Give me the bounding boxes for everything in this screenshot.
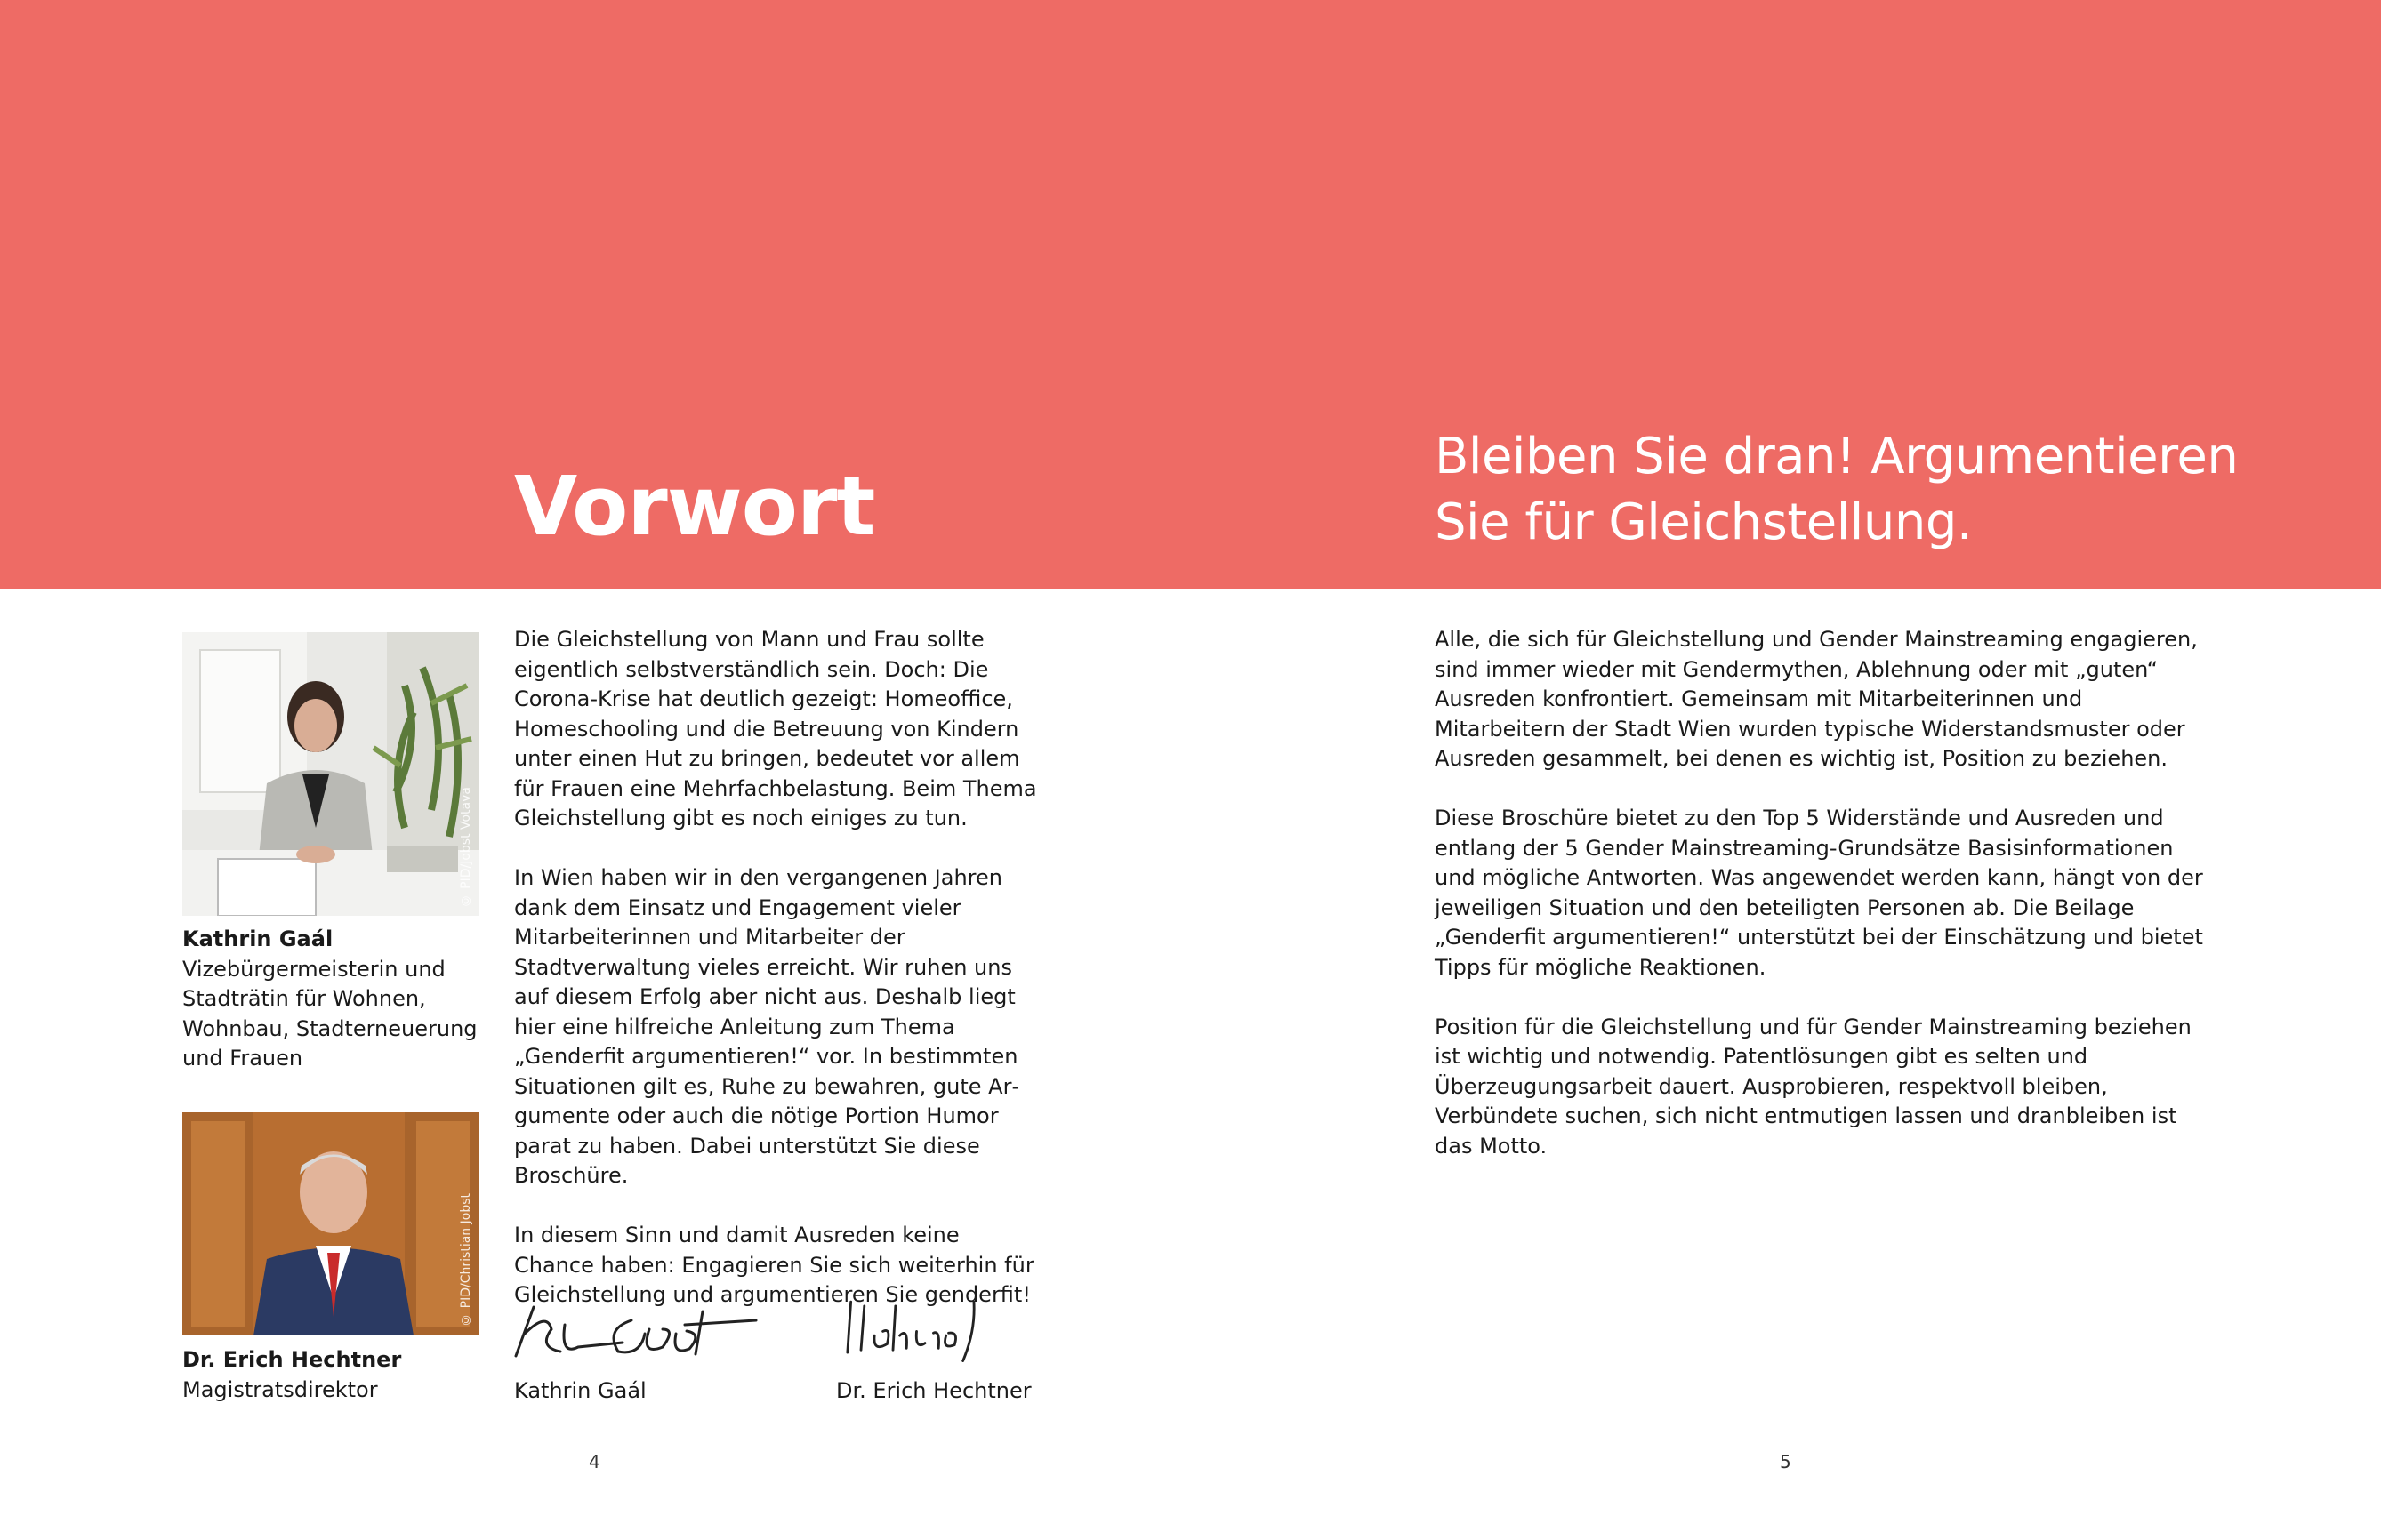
signature-kathrin-gaal bbox=[498, 1294, 765, 1374]
paragraph: Die Gleichstellung von Mann und Frau sollte eigentlich selbstverständlich sein. Doch: Die Corona-Krise hat deutlich gezeigt: Homeoffice, Homeschooling und die Betreuung von Kindern unter einen Hut zu bringen, bedeutet vor allem für Frauen eine Mehrfachbelastung. Beim Thema Gleichstellung gibt es noch einiges zu tun. bbox=[514, 627, 1037, 830]
paragraph: Position für die Gleichstellung und für Gender Mainstreaming beziehen ist wichtig und notwendig. Patentlösungen gibt es selten und Überzeugungsarbeit dauert. Ausprobieren, respektvoll bleiben, Verbündete suchen, sich nicht entmutigen lassen und dranbleiben ist das Motto. bbox=[1435, 1014, 2192, 1159]
person-role-line: und Frauen bbox=[182, 1046, 303, 1071]
photo-erich-hechtner bbox=[182, 1112, 479, 1335]
photo-credit: © PID/Jobst Votava bbox=[459, 786, 473, 907]
right-page-headline: Bleiben Sie dran! Argumentieren Sie für Gleichstellung. bbox=[1435, 428, 2239, 551]
person-name: Dr. Erich Hechtner bbox=[182, 1347, 402, 1372]
paragraph: In diesem Sinn und damit Ausreden keine Chance haben: Engagieren Sie sich weiterhin für Gleichstellung und argumentieren Sie genderfit! bbox=[514, 1223, 1034, 1307]
person-role-line: Stadträtin für Wohnen, bbox=[182, 986, 426, 1011]
page-title: Vorwort bbox=[514, 459, 875, 554]
page-number-left: 4 bbox=[589, 1451, 600, 1472]
signature-name-hechtner: Dr. Erich Hechtner bbox=[836, 1378, 1032, 1403]
person-role-line: Wohnbau, Stadterneuerung bbox=[182, 1015, 478, 1041]
intro-text bbox=[1435, 625, 2217, 1191]
signature-name-gaal: Kathrin Gaál bbox=[514, 1378, 647, 1403]
paragraph: In Wien haben wir in den vergangenen Jahren dank dem Einsatz und Engagement vieler Mitarbeiterinnen und Mitarbeiter der Stadtverwaltung vieles erreicht. Wir ruhen uns auf diesem Erfolg aber nicht aus. Deshalb liegt hier eine hilfreiche Anleitung zum Thema „Genderfit argumentieren!“ vor. In bestimmten Situationen gilt es, Ruhe zu bewahren, gute Argumente oder auch die nötige Portion Humor parat zu haben. Dabei unterstützt Sie diese Broschüre. bbox=[514, 865, 1020, 1188]
foreword-text bbox=[514, 625, 1039, 1340]
paragraph: Diese Broschüre bietet zu den Top 5 Widerstände und Ausreden und entlang der 5 Gender Mainstreaming-Grundsätze Basisinformationen und mögliche Antworten. Was angewendet werden kann, hängt von der jeweiligen Situation und den beteiligten Personen ab. Die Beilage „Genderfit argumentieren!“ unterstützt bei der Einschätzung und bietet Tipps für mögliche Reaktionen. bbox=[1435, 806, 2203, 980]
photo-credit: © PID/Christian Jobst bbox=[459, 1193, 473, 1327]
person-caption-gaal bbox=[182, 925, 485, 1074]
person-role: Magistratsdirektor bbox=[182, 1376, 378, 1402]
signature-erich-hechtner bbox=[836, 1289, 1014, 1369]
person-caption-hechtner bbox=[182, 1345, 485, 1405]
photo-kathrin-gaal bbox=[182, 632, 479, 916]
paragraph: Alle, die sich für Gleichstellung und Gender Mainstreaming engagieren, sind immer wieder mit Gendermythen, Ablehnung oder mit „guten“ Ausreden konfrontiert. Gemeinsam mit Mitarbeiterinnen und Mitarbeitern der Stadt Wien wurden typische Widerstandsmuster oder Ausreden gesammelt, bei denen es wichtig ist, Position zu beziehen. bbox=[1435, 627, 2198, 771]
page-number-right: 5 bbox=[1780, 1451, 1791, 1472]
person-name: Kathrin Gaál bbox=[182, 926, 334, 951]
person-role-line: Vizebürgermeisterin und bbox=[182, 956, 446, 982]
